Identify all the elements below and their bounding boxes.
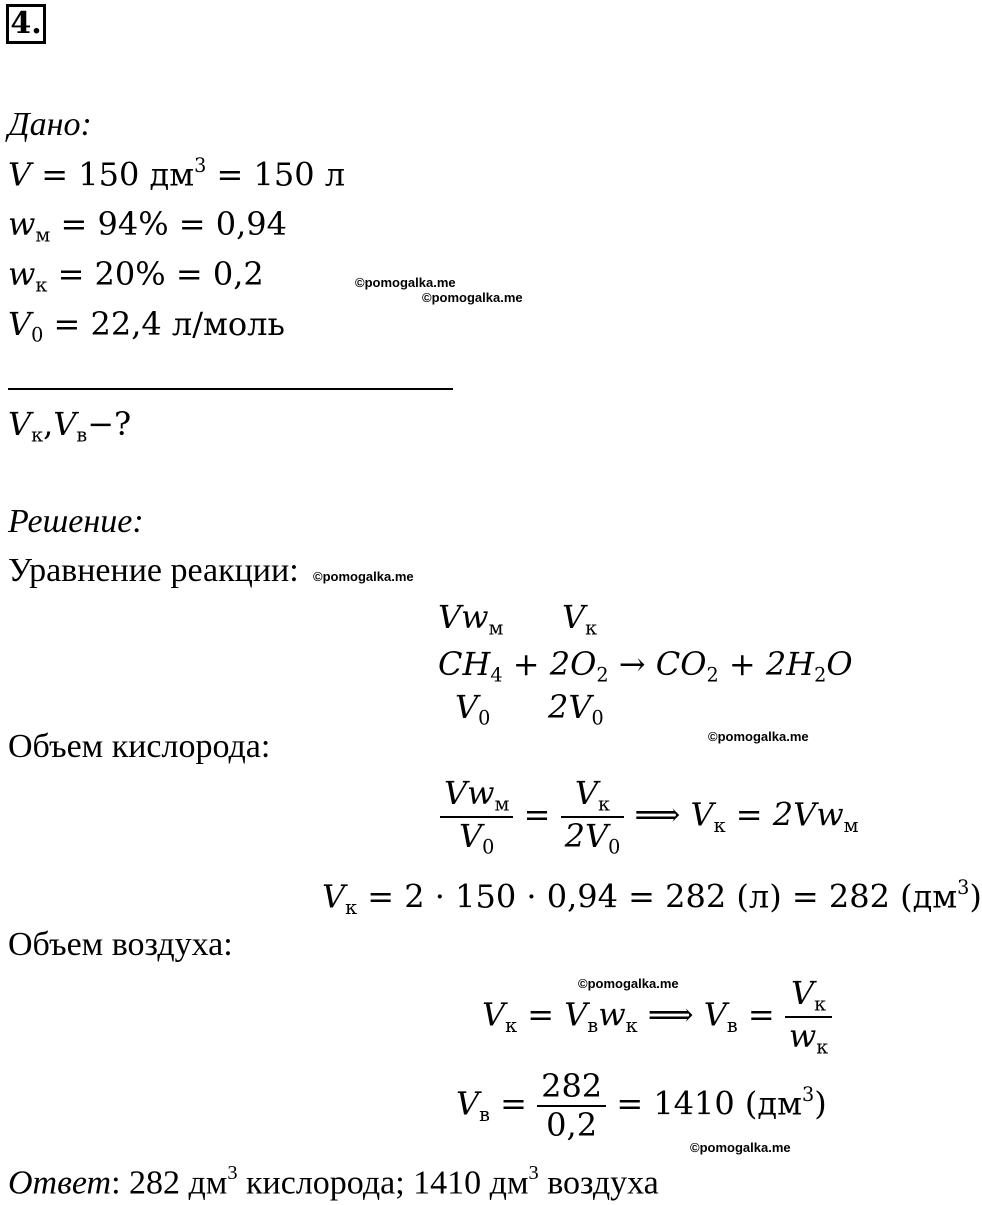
answer-text2: кислорода; 1410 дм xyxy=(237,1164,529,1202)
given-heading: Дано: xyxy=(8,106,92,143)
fraction xyxy=(785,975,832,1059)
close-paren: ) xyxy=(969,877,982,916)
sub: м xyxy=(494,792,510,816)
calc-rest: = 2 · 150 · 0,94 = 282 (л) = 282 (дм xyxy=(367,877,958,916)
oxygen: + 2O xyxy=(512,645,597,683)
equals: = xyxy=(747,995,775,1034)
wk-rest: = 20% = 0,2 xyxy=(57,255,264,293)
var-w: w xyxy=(8,205,36,243)
term-v0: V xyxy=(455,688,479,726)
implies: ⟹ V xyxy=(634,795,714,834)
answer-text1: : 282 дм xyxy=(111,1164,228,1202)
given-volume xyxy=(8,154,345,193)
sub: в xyxy=(726,1014,738,1038)
sub: к xyxy=(814,992,827,1016)
volume-rest: = 150 л xyxy=(216,155,346,194)
v0-sub: 0 xyxy=(31,323,44,347)
fraction xyxy=(561,775,625,859)
answer-label: Ответ xyxy=(8,1164,112,1202)
wk-sub: к xyxy=(35,273,48,297)
sub: 0 xyxy=(591,706,604,730)
equation-bottom-right xyxy=(548,688,604,730)
var-v: V xyxy=(482,995,506,1034)
oxygen-formula xyxy=(440,775,859,859)
air-calc xyxy=(456,1068,827,1144)
sub: 2 xyxy=(814,663,827,687)
denominator: V xyxy=(459,816,483,855)
volume-eq: = 150 дм xyxy=(41,155,195,194)
denominator: w xyxy=(788,1016,817,1055)
numerator: 282 xyxy=(537,1068,606,1107)
equation-bottom-left xyxy=(455,688,490,730)
answer-text3: воздуха xyxy=(538,1164,659,1202)
rhs: = 2Vw xyxy=(735,795,844,834)
given-wk xyxy=(8,255,264,297)
watermark: ©pomogalka.me xyxy=(355,275,456,290)
sup: 3 xyxy=(957,876,970,899)
sub: 2 xyxy=(706,663,719,687)
equation-label: Уравнение реакции: xyxy=(8,552,299,589)
sup: 3 xyxy=(227,1162,238,1184)
var-v: V xyxy=(322,877,346,916)
find-comma: , xyxy=(43,405,54,443)
sub: к xyxy=(597,792,610,816)
var-w: w xyxy=(598,995,626,1034)
equation-top-left xyxy=(438,598,503,640)
numerator: V xyxy=(574,774,598,812)
oxygen-label: Объем кислорода: xyxy=(8,728,271,765)
var-v: V xyxy=(456,1084,480,1123)
carbon-dioxide: → CO xyxy=(618,645,707,683)
given-v0 xyxy=(8,305,285,347)
v0-rest: = 22,4 л/моль xyxy=(53,305,285,343)
find-sub2: в xyxy=(76,423,88,447)
oxygen-calc xyxy=(322,876,982,919)
find-rest: −? xyxy=(87,405,132,443)
sub: м xyxy=(843,814,859,838)
find-sub1: к xyxy=(31,423,44,447)
sub: в xyxy=(479,1103,490,1127)
sub: к xyxy=(345,896,358,920)
eq-v: = V xyxy=(527,995,588,1034)
sub: 0 xyxy=(608,835,621,859)
volume-sup: 3 xyxy=(194,154,207,177)
given-divider xyxy=(8,388,453,390)
sup: 3 xyxy=(802,1082,815,1106)
watermark: ©pomogalka.me xyxy=(578,976,679,991)
sub: м xyxy=(488,616,504,640)
problem-number: 4. xyxy=(6,4,46,44)
var-v: V xyxy=(8,155,32,194)
fraction xyxy=(537,1068,606,1144)
sub: к xyxy=(816,1035,829,1059)
fraction xyxy=(440,775,513,859)
sub: к xyxy=(713,814,726,838)
water-o: O xyxy=(826,645,853,683)
numerator: Vw xyxy=(444,774,495,812)
watermark: ©pomogalka.me xyxy=(422,290,523,305)
close-paren: ) xyxy=(814,1084,827,1123)
sub: в xyxy=(587,1014,599,1038)
reaction-equation xyxy=(438,645,853,687)
denominator: 0,2 xyxy=(546,1105,598,1144)
var-v: V xyxy=(8,305,32,343)
sub: 0 xyxy=(482,835,495,859)
given-wm xyxy=(8,205,287,247)
water: + 2H xyxy=(728,645,815,683)
implies: ⟹ V xyxy=(647,995,727,1034)
equation-top-right xyxy=(562,598,597,640)
var-w: w xyxy=(8,255,36,293)
sup: 3 xyxy=(528,1162,539,1184)
methane: CH xyxy=(438,645,491,683)
sub: к xyxy=(585,616,598,640)
wm-rest: = 94% = 0,94 xyxy=(60,205,288,243)
sub: 2 xyxy=(596,663,609,687)
denominator: 2V xyxy=(564,816,609,855)
term-v: V xyxy=(562,598,586,636)
air-label: Объем воздуха: xyxy=(8,926,233,963)
watermark: ©pomogalka.me xyxy=(690,1140,791,1155)
watermark: ©pomogalka.me xyxy=(313,569,414,584)
term-2v0: 2V xyxy=(548,688,592,726)
sub: 4 xyxy=(490,663,503,687)
var-v: V xyxy=(53,405,77,443)
var-v: V xyxy=(8,405,32,443)
wm-sub: м xyxy=(35,223,51,247)
sub: к xyxy=(625,1014,638,1038)
calc-rest: = 1410 (дм xyxy=(616,1084,802,1123)
term-vw: Vw xyxy=(438,598,489,636)
find-line xyxy=(8,405,131,447)
answer-line xyxy=(8,1162,659,1202)
watermark: ©pomogalka.me xyxy=(708,729,809,744)
equals: = xyxy=(500,1084,527,1123)
numerator: V xyxy=(791,974,815,1012)
solution-heading: Решение: xyxy=(8,503,144,540)
sub: к xyxy=(505,1014,518,1038)
equals: = xyxy=(523,795,551,834)
sub: 0 xyxy=(478,706,491,730)
